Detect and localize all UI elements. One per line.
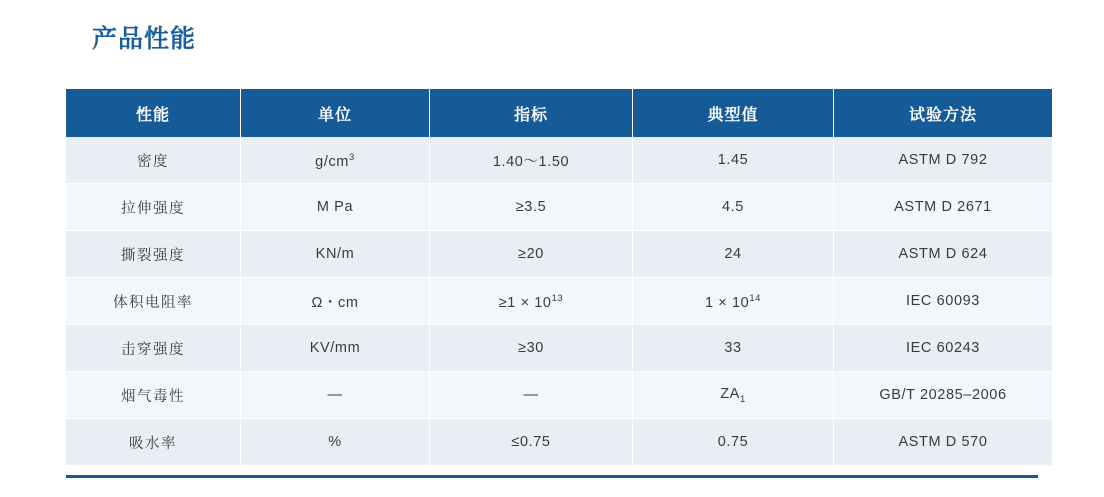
table-header-row xyxy=(66,89,1052,137)
performance-table-container xyxy=(66,89,1038,466)
cell-spec: — xyxy=(430,372,633,419)
page-title: 产品性能 xyxy=(92,25,197,53)
cell-method: IEC 60093 xyxy=(834,278,1053,325)
table-row xyxy=(66,419,1052,466)
cell-method: IEC 60243 xyxy=(834,325,1053,372)
table-row xyxy=(66,325,1052,372)
cell-unit: KN/m xyxy=(241,231,430,278)
table-row xyxy=(66,231,1052,278)
cell-spec: 1.40～1.50 xyxy=(430,137,633,184)
cell-unit: % xyxy=(241,419,430,466)
cell-spec: ≤0.75 xyxy=(430,419,633,466)
cell-spec: ≥20 xyxy=(430,231,633,278)
performance-table xyxy=(66,89,1052,466)
cell-typical: 24 xyxy=(633,231,834,278)
cell-typical: $ZA_1$ xyxy=(633,372,834,419)
cell-method: ASTM D 624 xyxy=(834,231,1053,278)
column-header-unit: 单位 xyxy=(241,89,430,137)
cell-typical: 1.45 xyxy=(633,137,834,184)
cell-typical: 0.75 xyxy=(633,419,834,466)
cell-property: 击穿强度 xyxy=(66,325,241,372)
table-body xyxy=(66,137,1052,466)
table-header xyxy=(66,89,1052,137)
column-header-method: 试验方法 xyxy=(834,89,1053,137)
cell-method: ASTM D 2671 xyxy=(834,184,1053,231)
table-row xyxy=(66,184,1052,231)
column-header-typical: 典型值 xyxy=(633,89,834,137)
cell-method: GB/T 20285–2006 xyxy=(834,372,1053,419)
cell-property: 吸水率 xyxy=(66,419,241,466)
column-header-spec: 指标 xyxy=(430,89,633,137)
cell-property: 撕裂强度 xyxy=(66,231,241,278)
cell-property: 烟气毒性 xyxy=(66,372,241,419)
cell-method: ASTM D 570 xyxy=(834,419,1053,466)
bottom-divider xyxy=(66,475,1038,478)
cell-property: 体积电阻率 xyxy=(66,278,241,325)
cell-unit: KV/mm xyxy=(241,325,430,372)
cell-method: ASTM D 792 xyxy=(834,137,1053,184)
cell-unit: — xyxy=(241,372,430,419)
cell-unit: $g/cm^3$ xyxy=(241,137,430,184)
cell-spec: $\ge 1 \times 10^{13}$ xyxy=(430,278,633,325)
cell-spec: ≥30 xyxy=(430,325,633,372)
cell-unit: Ω・cm xyxy=(241,278,430,325)
cell-property: 密度 xyxy=(66,137,241,184)
cell-typical: $1 \times 10^{14}$ xyxy=(633,278,834,325)
cell-typical: 4.5 xyxy=(633,184,834,231)
column-header-property: 性能 xyxy=(66,89,241,137)
cell-property: 拉伸强度 xyxy=(66,184,241,231)
cell-typical: 33 xyxy=(633,325,834,372)
cell-spec: ≥3.5 xyxy=(430,184,633,231)
table-row xyxy=(66,137,1052,184)
table-row xyxy=(66,372,1052,419)
table-row xyxy=(66,278,1052,325)
cell-unit: M Pa xyxy=(241,184,430,231)
